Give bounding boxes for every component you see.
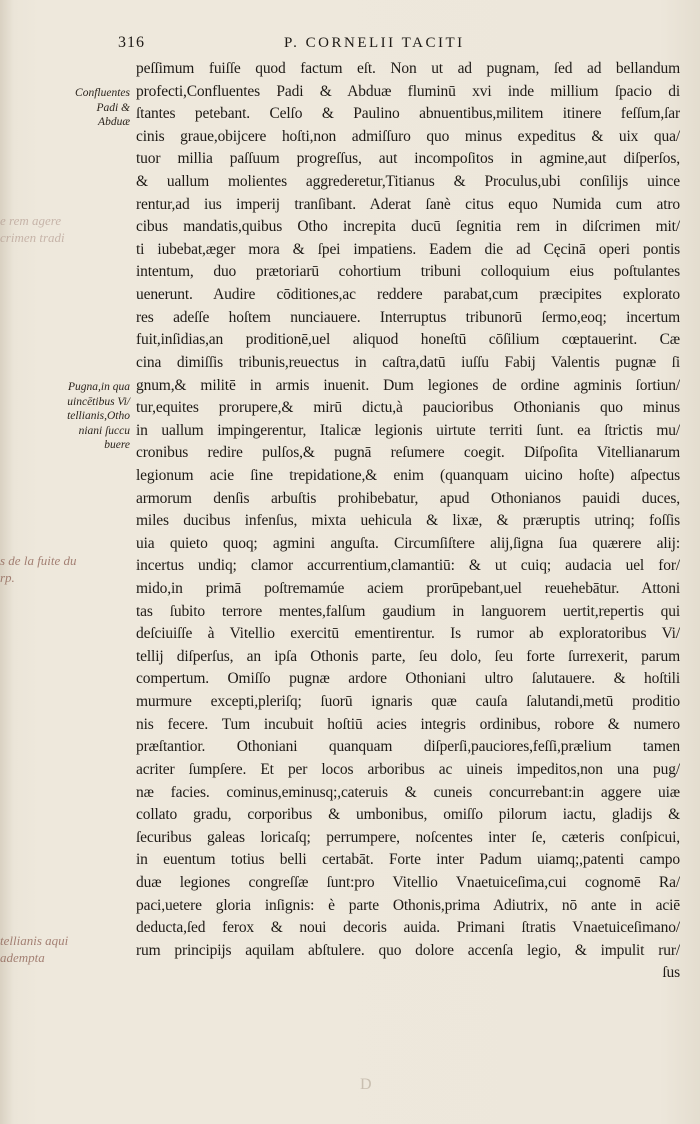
text-line: tuor millia paſſuum progreſſus, aut incompoſitos in agmine,aut diſperſos, (136, 150, 680, 168)
text-line: præſtantior. Othoniani quanquam diſperſi,pauciores,feſſi,prælium tamen (136, 738, 680, 756)
text-line: uia quieto quoq; agmini anguſta. Circumſiſtere alij,ſigna ſua quærere alij: (136, 534, 680, 552)
text-line: gnum,& militē in armis inuenit. Dum legiones de ordine agminis ſortiun/ (136, 376, 680, 394)
catchword: ſus (662, 964, 680, 982)
text-line: deſciuiſſe à Vitellio exercitū ementirentur. Is rumor ab exploratoribus Vi/ (136, 625, 680, 643)
text-line: collato gradu, corporibus & umbonibus, omiſſo pilorum iactu, gladijs & (136, 806, 680, 824)
text-line: & uallum molientes aggrederetur,Titianus & Proculus,ubi conſilijs uince (136, 173, 680, 191)
page-number: 316 (118, 34, 145, 51)
text-line: acriter ſumpſere. Et per locos arboribus ac uineis impeditos,non una pug/ (136, 760, 680, 778)
text-line: ſtantes petebant. Celſo & Paulino abnuentibus,militem itinere feſſum,ſar (136, 105, 680, 123)
marginal-gloss-confluentes: Confluentes Padi & Abduæ (75, 87, 130, 129)
text-line: uenerunt. Audire cōditiones,ac reddere parabat,cum præcipites explorato (136, 286, 680, 304)
text-line: tellij diſperſus, an ipſa Othonis parte, ſeu dolo, ſeu forte ſurrexerit, parum (136, 647, 680, 665)
text-line: miles ducibus infenſus, mixta uehicula & lixæ, & præruptis utrinq; foſſis (136, 512, 680, 530)
handwritten-note-3: tellianis aqui adempta (0, 933, 69, 965)
bleed-through-text: D (360, 1076, 380, 1093)
text-line: cinis graue,obijcere hoſti,non admiſſuro quo minus expeditus & uix qua/ (136, 127, 680, 145)
handwritten-note-1: e rem agere crimen tradi (0, 213, 65, 245)
text-line: nis fecere. Tum incubuit hoſtiū acies integris ordinibus, robore & numero (136, 715, 680, 733)
text-line: cronibus redire pulſos,& pugnā reſumere coegit. Diſpoſita Vitellianarum (136, 444, 680, 462)
text-line: fuit,inſidias,an proditionē,uel aliquod honeſtū cōſilium cœptauerint. Cæ (136, 331, 680, 349)
text-line: res adeſſe hoſtem nunciauere. Interruptus tribunorū ſermo,eoq; incertum (136, 308, 680, 326)
text-line: mido,in primā poſtremamúe aciem prorūpebant,uel reuehebātur. Attoni (136, 580, 680, 598)
page-header (118, 34, 678, 56)
text-line: cina dimiſſis tribunis,reuectus in caſtra,datū iuſſu Fabij Valentis pugnæ ſi (136, 353, 680, 371)
text-line: cibus mandatis,quibus Otho increpita ducū ſegnitia rem in diſcrimen mit/ (136, 218, 680, 236)
text-line: murmure excepti,pleriſq; ſuorū ignaris quæ cauſa ſalutandi,metū proditio (136, 693, 680, 711)
text-line: ti iubebat,æger mora & ſpei impatiens. Eadem die ad Cęcinā operi pontis (136, 240, 680, 258)
running-head: P. CORNELII TACITI (284, 35, 465, 51)
text-line: ſecuribus galeas loricaſq; perrumpere, noſcentes inter ſe, cæteris conſpicui, (136, 828, 680, 846)
main-text-block (136, 58, 680, 985)
text-line: tur,equites prorupere,& mirū dictu,à paucioribus Othonianis quo minus (136, 399, 680, 417)
handwritten-note-2: s de la fuite du rp. (0, 553, 77, 585)
text-line: deducta,ſed ferox & noui decoris auida. Primani ſtratis Vnaetuiceſimano/ (136, 919, 680, 937)
text-line: peſſimum fuiſſe quod factum eſt. Non ut ad pugnam, ſed ad bellandum (136, 60, 680, 77)
text-line: in uallum impingerentur, Italicæ legionis uirtute territi ſunt. ea ſtrictis mu/ (136, 421, 680, 439)
text-line: profecti,Confluentes Padi & Abduæ fluminū xvi inde millium ſpacio di (136, 82, 680, 100)
text-line: næ facies. cominus,eminusq;,cateruis & cuneis concurrebant:in aggere uiæ (136, 783, 680, 801)
text-line: rentur,ad ius imperij tranſibant. Aderat ſanè citus equo Numida cum atro (136, 195, 680, 213)
text-line: intentum, duo prætoriarū cohortium tribuni colloquium eius poſtulantes (136, 263, 680, 281)
text-line: paci,uetere gloria inſignis: è parte Othonis,prima Adiutrix, nō ante in aciē (136, 896, 680, 914)
text-line: legionum acie ſine trepidatione,& enim (quanquam uicino hoſte) aſpectus (136, 466, 680, 484)
text-line: rum principijs aquilam abſtulere. quo dolore accenſa legio, & impulit rur/ (136, 941, 680, 959)
marginal-gloss-pugna: Pugna,in qua uincētibus Vi/ tellianis,Otho niani ſuccu buere (67, 381, 130, 452)
text-line: armorum denſis arbuſtis prohibebatur, apud Othonianos pauidi duces, (136, 489, 680, 507)
text-line: compertum. Omiſſo pugnæ ardore Othoniani ultro ſalutauere. & hoſtili (136, 670, 680, 688)
text-line: incertus undiq; clamor accurrentium,clamantiū: & ut cuiq; audacia uel for/ (136, 557, 680, 575)
text-line: duæ legiones congreſſæ ſunt:pro Vitellio Vnaetuiceſima,cui cognomē Ra/ (136, 873, 680, 891)
text-line: tas ſubito terrore mentes,falſum gaudium in languorem uertit,repertis qui (136, 602, 680, 620)
text-line: in euentum totius belli certabāt. Forte inter Padum uiamq;,patenti campo (136, 851, 680, 869)
